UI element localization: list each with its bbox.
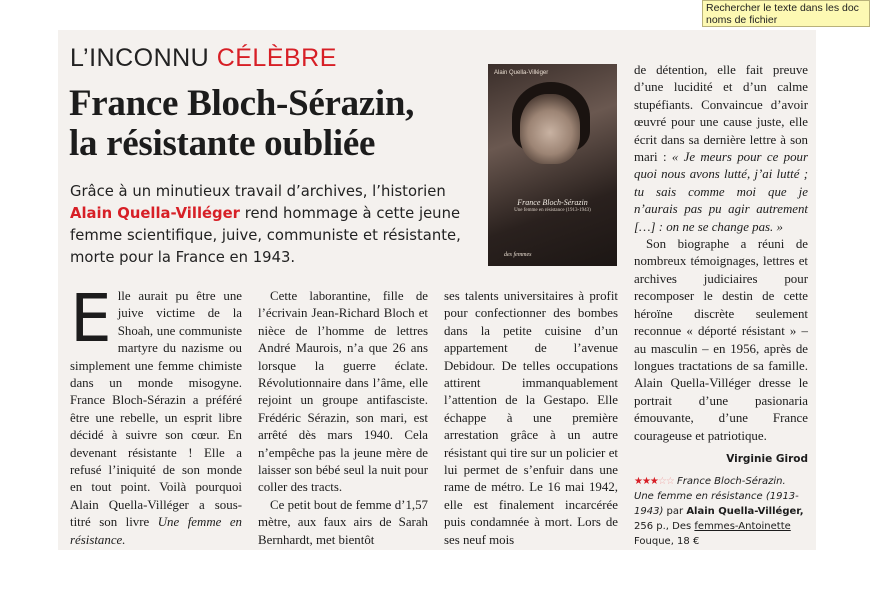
book-author: Alain Quella-Villéger, [686, 506, 804, 518]
column1-book-title: Une femme en résistance. [70, 515, 242, 547]
cover-author: Alain Quella-Villéger [494, 70, 549, 76]
rubric-part2: CÉLÈBRE [216, 44, 337, 72]
column1-text: lle aurait pu être une juive victime de la Shoah, une communiste martyre du nazisme ou simplement une femme chimiste dans un monde misogyne. France Bloch-Sérazin a préféré être une rebelle, un esprit libre décidé à suivre son cœur. En devenant résistante ! Elle a refusé l’iniquité de son monde en tout point. Voilà pourquoi Alain Quella-Villéger a sous-titré son livre [70, 289, 242, 530]
book-title: France Bloch-Sérazin. Une femme en résistance (1913-1943) [634, 476, 799, 518]
column4-paragraph-2: Son biographe a réuni de nombreux témoignages, lettres et archives judiciaires pour recomposer le destin de cette héroïne discrète seulement reconnue « déporté résistant » – au masculin – en 1956, après de longues tractations de sa famille. Alain Quella-Villéger dresse le portrait d’une pasionaria émouvante, d’une France courageuse et patriotique. [634, 237, 808, 443]
book-reference [634, 474, 808, 549]
headline-line2: la résistante oubliée [69, 123, 376, 164]
column4-quote: « Je meurs pour ce pour quoi nous avons lutté, j’ai lutté ; tu sais comme moi que je n’aurais pas pu agir autrement […] : on ne se change pas. » [634, 150, 808, 234]
section-rubric [70, 44, 337, 73]
column2-paragraph-1: Cette laborantine, fille de l’écrivain Jean-Richard Bloch et nièce de l’homme de lettres André Maurois, n’a que 26 ans lorsque la guerre éclate. Révolutionnaire dans l’âme, elle rejoint un groupe antifasciste. Frédéric Sérazin, son mari, est arrêté dès mars 1940. Cela n’empêche pas la jeune mère de laisser son bébé seul la nuit pour coller des tracts. [258, 289, 428, 495]
publisher-link[interactable]: femmes-Antoinette [694, 521, 791, 533]
rating-stars-off: ☆☆ [657, 476, 674, 488]
lead-before: Grâce à un minutieux travail d’archives, l’historien [70, 183, 446, 200]
drop-cap: E [70, 280, 112, 357]
headline-line1: France Bloch-Sérazin, [69, 83, 415, 124]
book-pages: 256 p., Des [634, 521, 695, 533]
cover-title: France Bloch-Sérazin [517, 198, 588, 207]
cover-portrait-face [520, 94, 580, 164]
text-column-4 [634, 62, 808, 549]
column4-text: de détention, elle fait preuve d’une lucidité et d’un calme stupéfiants. Convaincue d’avoir œuvré pour une cause juste, elle écrit dans sa dernière lettre à son mari : [634, 63, 808, 165]
magazine-page [58, 30, 816, 550]
column4-paragraph-1 [634, 62, 808, 236]
author-signature: Virginie Girod [726, 452, 808, 465]
column3-text: ses talents universitaires à profit pour confectionner des bombes dans la petite cuisine d’un appartement de l’avenue Debidour. De telles occupations attirent immanquablement l’attention de la Gestapo. Elle échappe à une première arrestation grâce à un autre résistant qui tire sur un policier et lui permet de s’enfuir dans une rame de métro. Le 16 mai 1942, elle est finalement incarcérée puis condamnée à mort. Lors de ses neuf mois [444, 289, 618, 547]
lead-after: rend hommage à cette jeune femme scientifique, juive, communiste et résistante, morte pour la France en 1943. [70, 205, 461, 266]
text-column-2 [258, 288, 428, 549]
cover-publisher: des femmes [504, 252, 532, 258]
book-cover-image [488, 64, 617, 266]
rating-stars-on: ★★★ [634, 476, 658, 488]
lead-author: Alain Quella-Villéger [70, 205, 240, 222]
book-price: Fouque, 18 € [634, 536, 700, 548]
book-par: par [663, 506, 687, 518]
rubric-part1: L’INCONNU [70, 44, 217, 72]
tooltip-line2: noms de fichier [706, 14, 778, 26]
article-lead [70, 181, 470, 269]
cover-subtitle: Une femme en résistance (1913-1943) [514, 208, 591, 213]
text-column-3 [444, 288, 618, 549]
text-column-1 [70, 280, 242, 549]
column2-paragraph-2: Ce petit bout de femme d’1,57 mètre, aux faux airs de Sarah Bernhardt, met bientôt [258, 497, 428, 547]
article-headline [69, 84, 479, 164]
tooltip-line1: Rechercher le texte dans les doc [706, 2, 859, 14]
rating-stars [634, 476, 674, 487]
search-tooltip [702, 0, 870, 27]
